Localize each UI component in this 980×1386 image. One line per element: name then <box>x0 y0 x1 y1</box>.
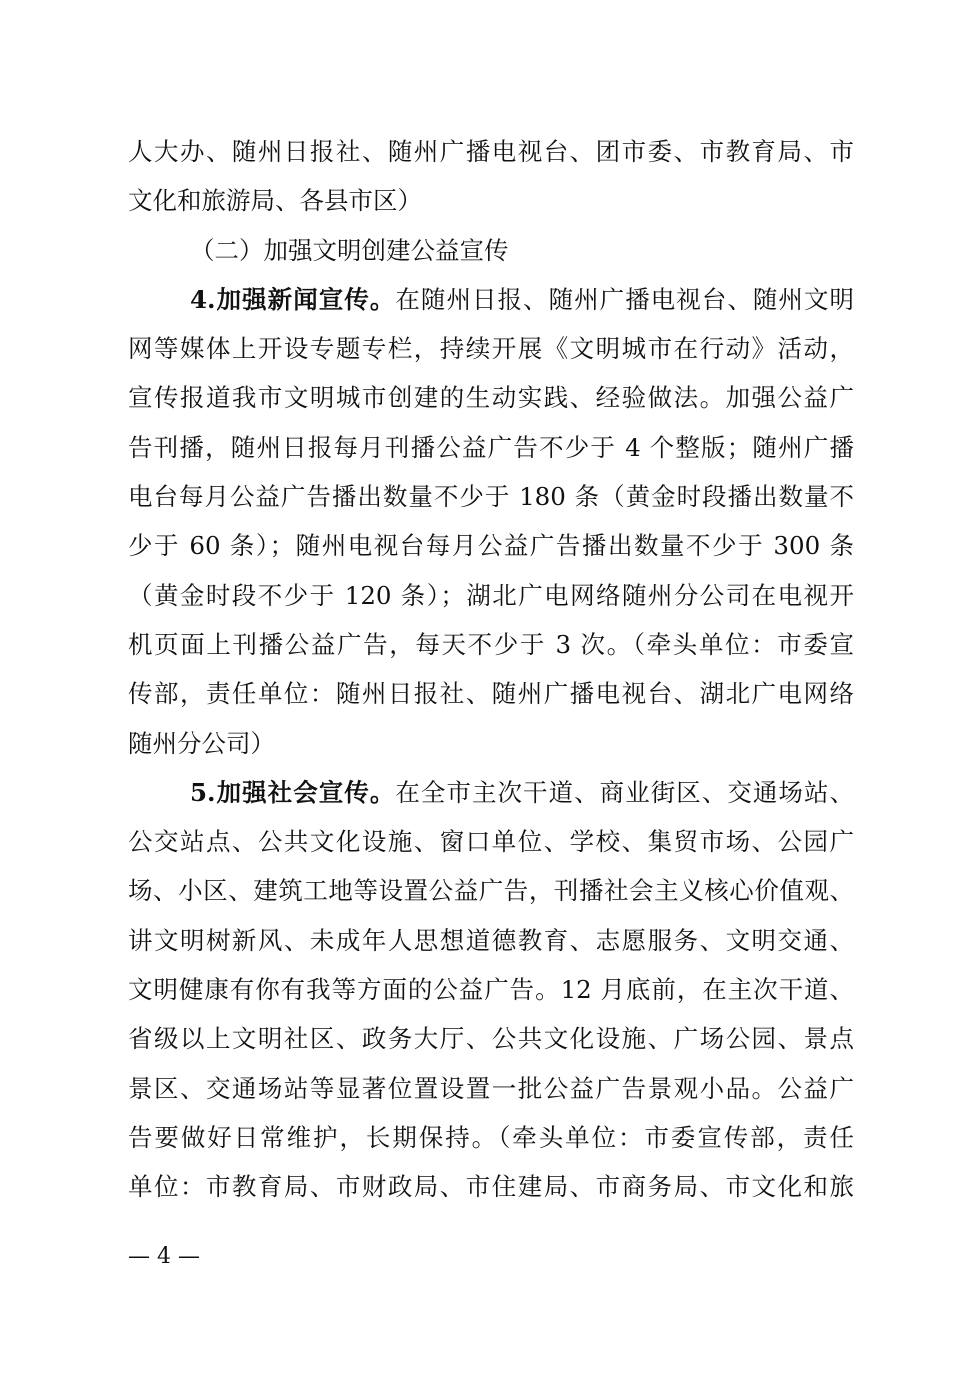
item-5-text: 在全市主次干道、商业街区、交通场站、 <box>395 777 854 807</box>
text-line: 传部，责任单位：随州日报社、随州广播电视台、湖北广电网络 <box>128 679 854 709</box>
body-text <box>128 127 854 1212</box>
text-line: 机页面上刊播公益广告，每天不少于 3 次。（牵头单位：市委宣 <box>128 629 854 659</box>
item-4-text: 在随州日报、随州广播电视台、随州文明 <box>395 284 854 314</box>
text-line: 单位：市教育局、市财政局、市住建局、市商务局、市文化和旅 <box>128 1172 854 1202</box>
text-line: 讲文明树新风、未成年人思想道德教育、志愿服务、文明交通、 <box>128 925 854 955</box>
text-line: 文化和旅游局、各县市区） <box>128 186 422 216</box>
text-line: 告要做好日常维护，长期保持。（牵头单位：市委宣传部，责任 <box>128 1122 854 1152</box>
text-line: 省级以上文明社区、政务大厅、公共文化设施、广场公园、景点 <box>128 1024 854 1054</box>
item-5-title: 5.加强社会宣传。 <box>190 777 396 807</box>
text-line: 网等媒体上开设专题专栏，持续开展《文明城市在行动》活动， <box>128 334 854 364</box>
text-line: 文明健康有你有我等方面的公益广告。12 月底前，在主次干道、 <box>128 975 854 1005</box>
text-line: 景区、交通场站等显著位置设置一批公益广告景观小品。公益广 <box>128 1073 854 1103</box>
text-line: （黄金时段不少于 120 条）；湖北广电网络随州分公司在电视开 <box>128 580 854 610</box>
text-line: 人大办、随州日报社、随州广播电视台、团市委、市教育局、市 <box>128 137 854 166</box>
text-line: 电台每月公益广告播出数量不少于 180 条（黄金时段播出数量不 <box>128 482 854 512</box>
text-line: 少于 60 条）；随州电视台每月公益广告播出数量不少于 300 条 <box>128 531 854 561</box>
text-line: 告刊播，随州日报每月刊播公益广告不少于 4 个整版；随州广播 <box>128 432 854 462</box>
page-number: — 4 — <box>128 1244 200 1269</box>
item-5-first-line <box>128 768 854 817</box>
text-line: 场、小区、建筑工地等设置公益广告，刊播社会主义核心价值观、 <box>128 876 854 906</box>
item-4-first-line <box>128 275 854 324</box>
text-line: 宣传报道我市文明城市创建的生动实践、经验做法。加强公益广 <box>128 383 854 413</box>
text-line: 公交站点、公共文化设施、窗口单位、学校、集贸市场、公园广 <box>128 827 854 857</box>
text-line: 随州分公司） <box>128 728 275 758</box>
item-4-title: 4.加强新闻宣传。 <box>190 284 396 314</box>
section-heading: （二）加强文明创建公益宣传 <box>190 235 509 265</box>
